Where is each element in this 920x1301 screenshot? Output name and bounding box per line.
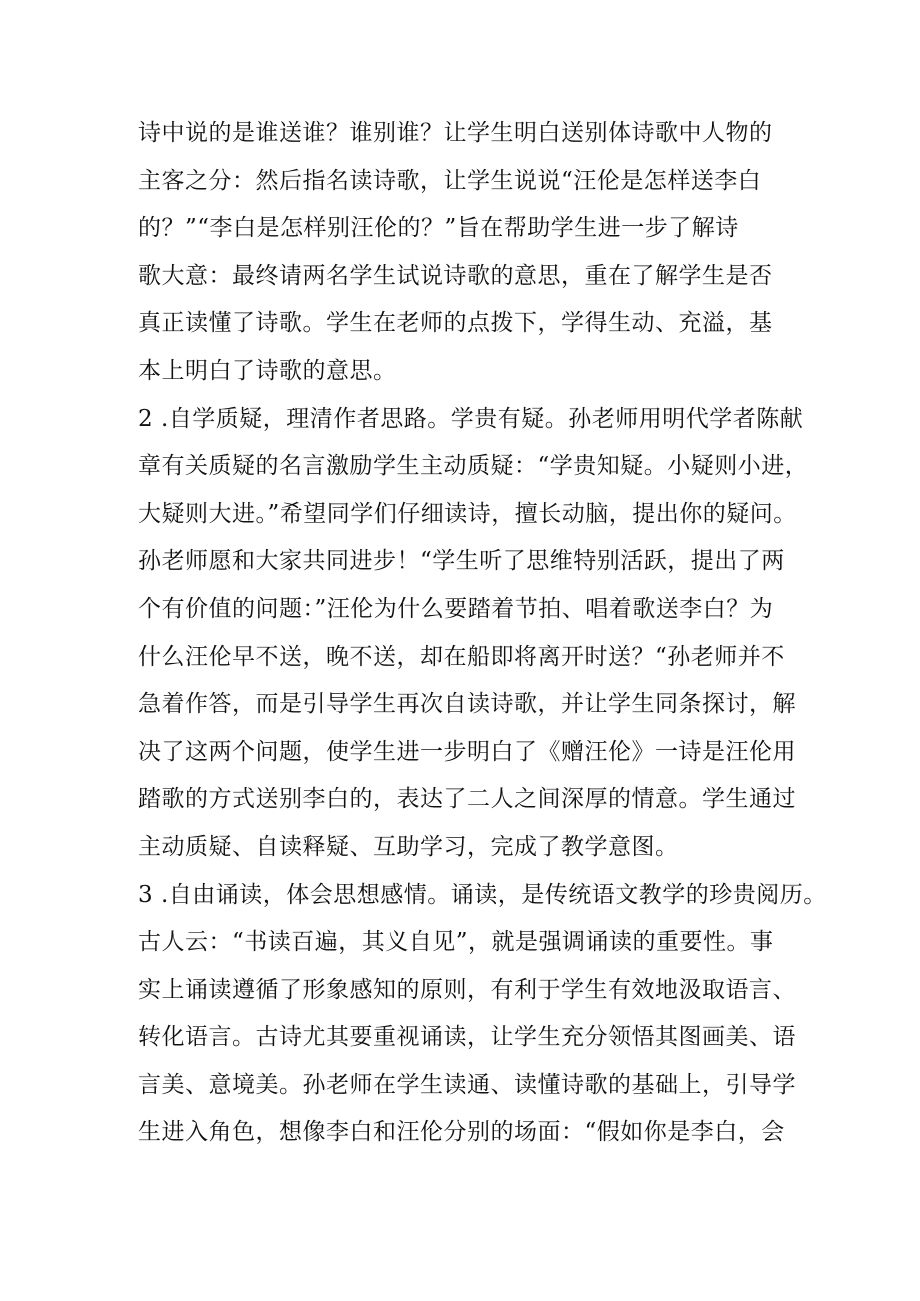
text-line: 大疑则大进。”希望同学们仔细读诗，擅长动脑，提出你的疑问。 bbox=[138, 500, 797, 527]
body-text bbox=[138, 110, 827, 1157]
text-line: 决了这两个问题，使学生进一步明白了《赠汪伦》一诗是汪伦用 bbox=[138, 738, 796, 765]
text-line: 2 .自学质疑，理清作者思路。学贵有疑。孙老师用明代学者陈献 bbox=[138, 405, 804, 432]
text-line: 章有关质疑的名言激励学生主动质疑：“学贵知疑。小疑则小进， bbox=[138, 453, 809, 480]
text-line: 转化语言。古诗尤其要重视诵读，让学生充分领悟其图画美、语 bbox=[138, 1024, 796, 1051]
text-line: 3 .自由诵读，体会思想感情。诵读，是传统语文教学的珍贵阅历。 bbox=[138, 881, 827, 908]
text-line: 急着作答，而是引导学生再次自读诗歌，并让学生同条探讨，解 bbox=[138, 691, 796, 718]
text-line: 主客之分：然后指名读诗歌，让学生说说“汪伦是怎样送李白 bbox=[138, 167, 762, 194]
text-line: 个有价值的问题：”汪伦为什么要踏着节拍、唱着歌送李白？为 bbox=[138, 595, 774, 622]
text-line: 诗中说的是谁送谁？谁别谁？让学生明白送别体诗歌中人物的 bbox=[138, 120, 773, 146]
text-line: 主动质疑、自读释疑、互助学习，完成了教学意图。 bbox=[138, 833, 679, 860]
text-line: 什么汪伦早不送，晚不送，却在船即将离开时送？“孙老师并不 bbox=[138, 643, 785, 670]
text-line: 实上诵读遵循了形象感知的原则，有利于学生有效地汲取语言、 bbox=[138, 976, 796, 1003]
text-line: 本上明白了诗歌的意思。 bbox=[138, 357, 397, 384]
text-line: 的？”“李白是怎样别汪伦的？”旨在帮助学生进一步了解诗 bbox=[138, 215, 739, 242]
text-line: 歌大意：最终请两名学生试说诗歌的意思，重在了解学生是否 bbox=[138, 262, 773, 289]
text-line: 言美、意境美。孙老师在学生读通、读懂诗歌的基础上，引导学 bbox=[138, 1071, 796, 1098]
text-line: 孙老师愿和大家共同进步！“学生听了思维特别活跃，提出了两 bbox=[138, 548, 785, 575]
text-line: 生进入角色，想像李白和汪伦分别的场面：“假如你是李白，会 bbox=[138, 1119, 785, 1146]
text-line: 古人云：“书读百遍，其义自见”，就是强调诵读的重要性。事 bbox=[138, 929, 774, 956]
text-line: 真正读懂了诗歌。学生在老师的点拨下，学得生动、充溢，基 bbox=[138, 310, 773, 337]
text-line: 踏歌的方式送别李白的，表达了二人之间深厚的情意。学生通过 bbox=[138, 786, 796, 813]
